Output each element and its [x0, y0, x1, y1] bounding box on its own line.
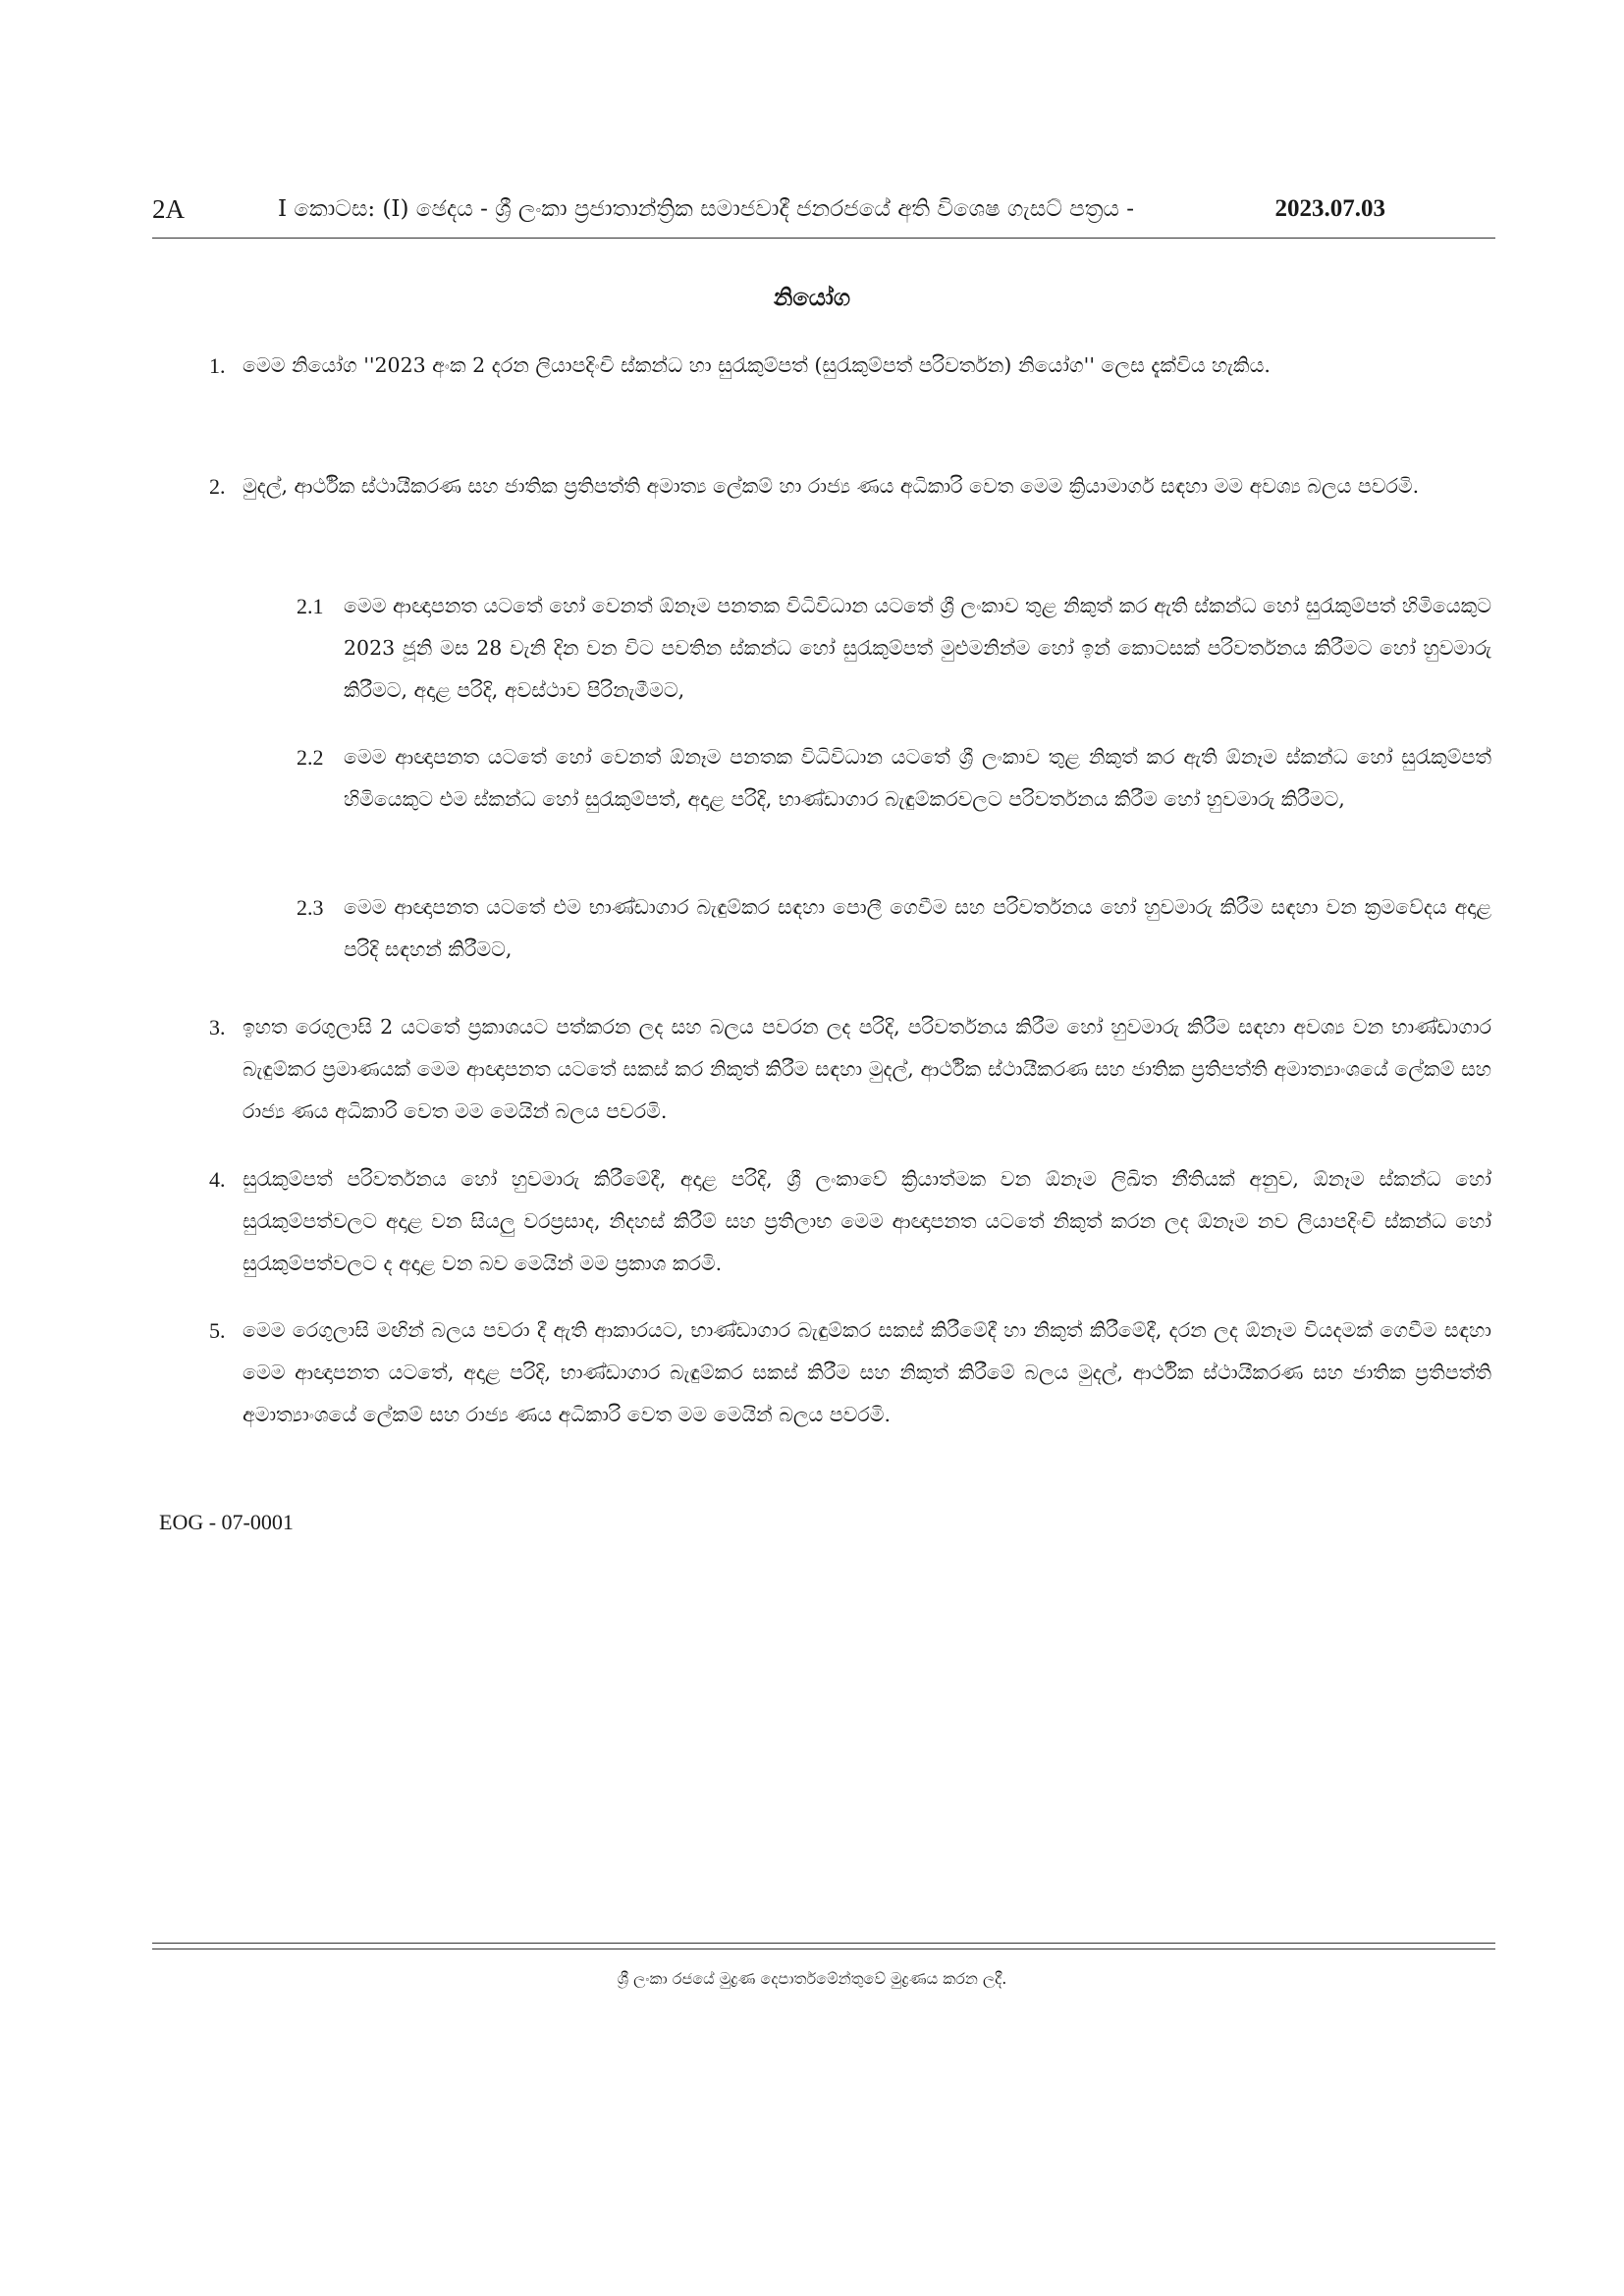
clause-1: [209, 345, 1491, 387]
clause-2-2: [297, 736, 1491, 821]
clause-text: මෙම රෙගුලාසි මඟින් බලය පවරා දී ඇති ආකාරයට, භාණ්ඩාගාර බැඳුම්කර සකස් කිරීමේදී හා නිකුත් කිරීමේදී, දරන ලද ඕනෑම වියදමක් ගෙවීම සඳහා මෙම ආඥාපනත යටතේ, අදාළ පරිදි, භාණ්ඩාගාර බැඳුම්කර සකස් කිරීම සහ නිකුත් කිරීමේ බලය මුදල්, ආර්ථික ස්ථායීකරණ සහ ජාතික ප්‍රතිපත්ති අමාත්‍යාංශයේ ලේකම් සහ රාජ්‍ය ණය අධිකාරි වෙත මම මෙයින් බලය පවරමි.: [243, 1318, 1491, 1426]
clause-4: [209, 1158, 1491, 1285]
clause-number: 1.: [209, 353, 226, 378]
clause-text: සුරැකුම්පත් පරිවර්තනය හෝ හුවමාරු කිරීමේදී, අදාළ පරිදි, ශ්‍රී ලංකාවේ ක්‍රියාත්මක වන ඕනෑම ලිඛිත නීතියක් අනුව, ඕනෑම ස්කන්ධ හෝ සුරැකුම්පත්වලට අදාළ වන සියලු වරප්‍රසාද, නිදහස් කිරීම් සහ ප්‍රතිලාභ මෙම ආඥාපනත යටතේ නිකුත් කරන ලද ඕනෑම නව ලියාපදිංචි ස්කන්ධ හෝ සුරැකුම්පත්වලට ද අදාළ වන බව මෙයින් මම ප්‍රකාශ කරමි.: [243, 1167, 1491, 1275]
document-reference: EOG - 07-0001: [159, 1510, 294, 1534]
clause-text: මෙම ආඥාපනත යටතේ එම භාණ්ඩාගාර බැඳුම්කර සඳහා පොලී ගෙවීම සහ පරිවර්තනය හෝ හුවමාරු කිරීම සඳහා වන ක්‍රමවේදය අදාළ පරිදි සඳහන් කිරීමට,: [344, 895, 1491, 961]
clause-text: මෙම ආඥාපනත යටතේ හෝ වෙනත් ඕනෑම පනතක විධිවිධාන යටතේ ශ්‍රී ලංකාව තුළ නිකුත් කර ඇති ස්කන්ධ හෝ සුරැකුම්පත් හිමියෙකුට 2023 ජූනි මස 28 වැනි දින වන විට පවතින ස්කන්ධ හෝ සුරැකුම්පත් මුළුමනින්ම හෝ ඉන් කොටසක් පරිවර්තනය කිරීමට හෝ හුවමාරු කිරීමට, අදාළ පරිදි, අවස්ථාව පිරිනැමීමට,: [344, 594, 1491, 702]
gazette-date: 2023.07.03: [1274, 195, 1385, 222]
footer-divider: [152, 1943, 1495, 1944]
clause-number: 3.: [209, 1015, 226, 1040]
clause-number: 5.: [209, 1318, 226, 1343]
clause-2: [209, 465, 1491, 507]
clause-text: මෙම ආඥාපනත යටතේ හෝ වෙනත් ඕනෑම පනතක විධිවිධාන යටතේ ශ්‍රී ලංකාව තුළ නිකුත් කර ඇති ඕනෑම ස්කන්ධ හෝ සුරැකුම්පත් හිමියෙකුට එම ස්කන්ධ හෝ සුරැකුම්පත්, අදාළ පරිදි, භාණ්ඩාගාර බැඳුම්කරවලට පරිවර්තනය කිරීම හෝ හුවමාරු කිරීමට,: [344, 745, 1491, 811]
header-divider: [152, 238, 1495, 239]
section-title: නියෝග: [773, 283, 851, 311]
clause-text: ඉහත රෙගුලාසි 2 යටතේ ප්‍රකාශයට පත්කරන ලද සහ බලය පවරන ලද පරිදි, පරිවර්තනය කිරීම හෝ හුවමාරු කිරීම සඳහා අවශ්‍ය වන භාණ්ඩාගාර බැඳුම්කර ප්‍රමාණයක් මෙම ආඥාපනත යටතේ සකස් කර නිකුත් කිරීම සඳහා මුදල්, ආර්ථික ස්ථායීකරණ සහ ජාතික ප්‍රතිපත්ති අමාත්‍යාංශයේ ලේකම් සහ රාජ්‍ය ණය අධිකාරි වෙත මම මෙයින් බලය පවරමි.: [243, 1015, 1491, 1123]
clause-2-1: [297, 585, 1491, 712]
clause-number: 2.2: [297, 745, 324, 770]
clause-2-3: [297, 886, 1491, 971]
clause-number: 4.: [209, 1167, 226, 1192]
gazette-title: I කොටස: (I) ඡෙදය - ශ්‍රී ලංකා ප්‍රජාතාන්ත්‍රික සමාජවාදී ජනරජයේ අති විශෙෂ ගැසට් පත්‍රය -: [278, 196, 1135, 222]
clause-5: [209, 1309, 1491, 1436]
page-number: 2A: [152, 194, 185, 224]
clause-text: මෙම නියෝග ''2023 අංක 2 දරන ලියාපදිංචි ස්කන්ධ හා සුරැකුම්පත් (සුරැකුම්පත් පරිවර්තන) නියෝග'' ලෙස දැක්විය හැකිය.: [243, 353, 1271, 377]
page-header: [152, 190, 1495, 228]
clause-3: [209, 1006, 1491, 1133]
printer-note: ශ්‍රී ලංකා රජයේ මුද්‍රණ දෙපාර්තමේන්තුවේ මුද්‍රණය කරන ලදී.: [617, 1969, 1007, 1988]
clause-number: 2.: [209, 474, 226, 499]
clause-text: මුදල්, ආර්ථික ස්ථායීකරණ සහ ජාතික ප්‍රතිපත්ති අමාත්‍ය ලේකම් හා රාජ්‍ය ණය අධිකාරි වෙත මෙම ක්‍රියාමාර්ග සඳහා මම අවශ්‍ය බලය පවරමි.: [243, 474, 1420, 498]
clause-number: 2.3: [297, 895, 324, 920]
clause-number: 2.1: [297, 594, 324, 618]
